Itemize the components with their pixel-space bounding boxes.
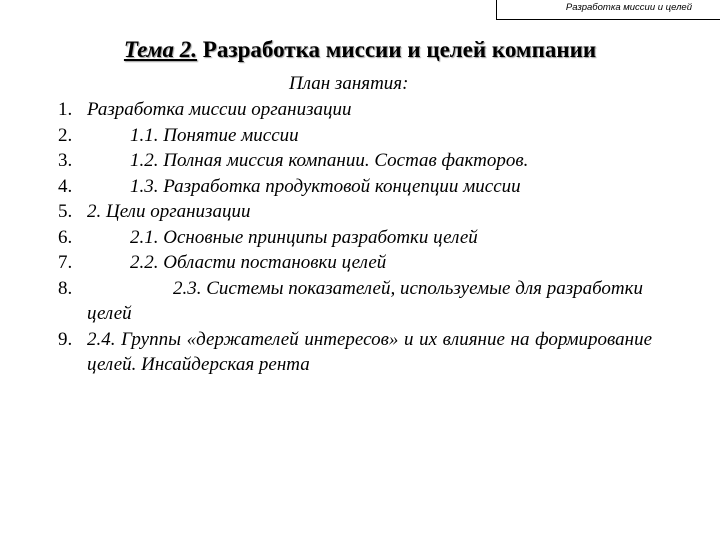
plan-item-number: 7.: [58, 252, 73, 273]
plan-item-text: 1.2. Полная миссия компании. Состав факторов.: [130, 150, 529, 171]
title-text: Разработка миссии и целей компании: [197, 37, 597, 62]
plan-item-number: 1.: [58, 99, 73, 120]
running-header-label: Разработка миссии и целей: [565, 2, 692, 13]
plan-item: [58, 97, 652, 123]
plan-item: [58, 174, 652, 200]
plan-item: [58, 327, 652, 378]
plan-item-text: 2.4. Группы «держателей интересов» и их влияние на формирование целей. Инсайдерская рента: [87, 328, 652, 375]
running-header: [496, 0, 720, 20]
plan-item: [58, 276, 652, 327]
lesson-plan-list: [58, 97, 652, 378]
plan-item: [58, 123, 652, 149]
title-topic: Тема 2.: [123, 37, 198, 62]
plan-item-number: 8.: [58, 277, 73, 299]
plan-item: [58, 148, 652, 174]
plan-item-number: 5.: [58, 201, 73, 222]
plan-item-number: 9.: [58, 328, 73, 350]
plan-item-text: 2. Цели организации: [87, 201, 251, 222]
plan-item-text: 2.3. Системы показателей, используемые для разработки целей: [87, 277, 644, 324]
plan-item-number: 6.: [58, 226, 73, 248]
plan-item-text: 1.3. Разработка продуктовой концепции миссии: [130, 175, 521, 197]
plan-item-text: 2.1. Основные принципы разработки целей: [130, 226, 478, 248]
plan-heading: План занятия:: [289, 73, 409, 94]
plan-item-number: 4.: [58, 175, 73, 197]
plan-item: [58, 199, 652, 225]
plan-item-number: 3.: [58, 150, 73, 171]
plan-item-text: 2.2. Области постановки целей: [130, 252, 387, 273]
plan-item-text: Разработка миссии организации: [87, 99, 352, 120]
plan-item-text: 1.1. Понятие миссии: [130, 124, 299, 146]
plan-item: [58, 225, 652, 251]
plan-item-number: 2.: [58, 124, 73, 146]
plan-item: [58, 250, 652, 276]
slide-title: [0, 37, 720, 63]
